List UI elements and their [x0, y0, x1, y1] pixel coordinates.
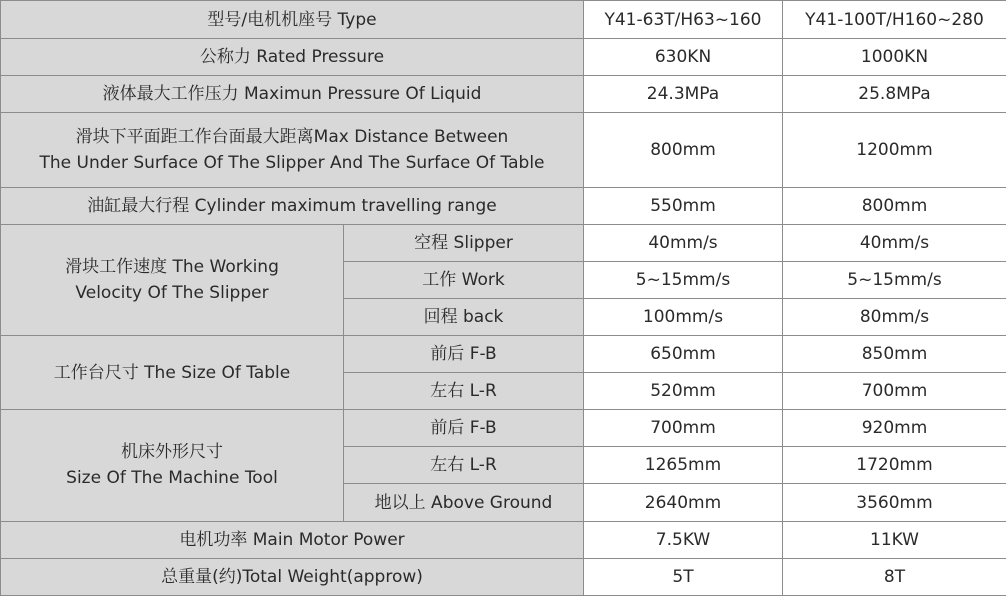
row-value-model-2: 800mm [783, 187, 1006, 224]
row-value-model-1: 630KN [584, 39, 783, 76]
row-label-line-2: The Under Surface Of The Slipper And The Surface Of Table [39, 152, 545, 173]
row-label: 油缸最大行程 Cylinder maximum travelling range [1, 187, 584, 224]
table-row-header [1, 1, 1006, 39]
row-value-model-1: 650mm [584, 336, 783, 373]
row-value-model-2: 1720mm [783, 447, 1006, 484]
table-row-machine-size-fb [1, 410, 1006, 447]
row-value-model-1: 520mm [584, 373, 783, 410]
group-label-machine-size [1, 410, 344, 521]
table-row-cylinder-travel [1, 187, 1006, 224]
row-value-model-1: 800mm [584, 113, 783, 187]
row-value-model-2: 40mm/s [783, 224, 1006, 261]
group-label-line-2: Size Of The Machine Tool [66, 468, 278, 489]
row-value-model-1: 7.5KW [584, 521, 783, 558]
header-label: 型号/电机机座号 Type [1, 1, 584, 39]
row-value-model-2: 3560mm [783, 484, 1006, 521]
row-label-line-1: 滑块下平面距工作台面最大距离Max Distance Between [75, 126, 509, 147]
group-label-line-1: 机床外形尺寸 [121, 442, 223, 463]
table-row-max-distance [1, 113, 1006, 187]
row-label: 总重量(约)Total Weight(approw) [1, 558, 584, 595]
table-row-table-size-fb [1, 336, 1006, 373]
sub-label: 回程 back [344, 298, 584, 335]
group-label-line-1: 滑块工作速度 The Working [65, 256, 279, 277]
row-value-model-1: 24.3MPa [584, 76, 783, 113]
sub-label: 地以上 Above Ground [344, 484, 584, 521]
row-label: 公称力 Rated Pressure [1, 39, 584, 76]
sub-label: 左右 L-R [344, 447, 584, 484]
sub-label: 左右 L-R [344, 373, 584, 410]
table-row-motor-power [1, 521, 1006, 558]
row-value-model-1: 40mm/s [584, 224, 783, 261]
row-value-model-1: 1265mm [584, 447, 783, 484]
row-value-model-2: 920mm [783, 410, 1006, 447]
group-label-working-velocity [1, 224, 344, 335]
row-value-model-2: 25.8MPa [783, 76, 1006, 113]
sub-label: 工作 Work [344, 261, 584, 298]
row-value-model-1: 700mm [584, 410, 783, 447]
row-value-model-2: 8T [783, 558, 1006, 595]
row-label [1, 113, 584, 187]
row-value-model-1: 5~15mm/s [584, 261, 783, 298]
table-row-max-liquid-pressure [1, 76, 1006, 113]
row-value-model-2: 5~15mm/s [783, 261, 1006, 298]
row-value-model-1: 2640mm [584, 484, 783, 521]
row-value-model-2: 11KW [783, 521, 1006, 558]
row-value-model-1: 550mm [584, 187, 783, 224]
header-model-2: Y41-100T/H160~280 [783, 1, 1006, 39]
sub-label: 前后 F-B [344, 410, 584, 447]
header-model-1: Y41-63T/H63~160 [584, 1, 783, 39]
sub-label: 前后 F-B [344, 336, 584, 373]
row-label: 液体最大工作压力 Maximun Pressure Of Liquid [1, 76, 584, 113]
table-row-total-weight [1, 558, 1006, 595]
row-value-model-2: 700mm [783, 373, 1006, 410]
row-value-model-1: 5T [584, 558, 783, 595]
table-row-velocity-slipper [1, 224, 1006, 261]
sub-label: 空程 Slipper [344, 224, 584, 261]
row-value-model-1: 100mm/s [584, 298, 783, 335]
row-value-model-2: 80mm/s [783, 298, 1006, 335]
row-value-model-2: 1000KN [783, 39, 1006, 76]
row-value-model-2: 850mm [783, 336, 1006, 373]
row-label: 电机功率 Main Motor Power [1, 521, 584, 558]
table-row-rated-pressure [1, 39, 1006, 76]
row-value-model-2: 1200mm [783, 113, 1006, 187]
group-label-line-2: Velocity Of The Slipper [75, 282, 269, 303]
group-label-table-size: 工作台尺寸 The Size Of Table [1, 336, 344, 410]
